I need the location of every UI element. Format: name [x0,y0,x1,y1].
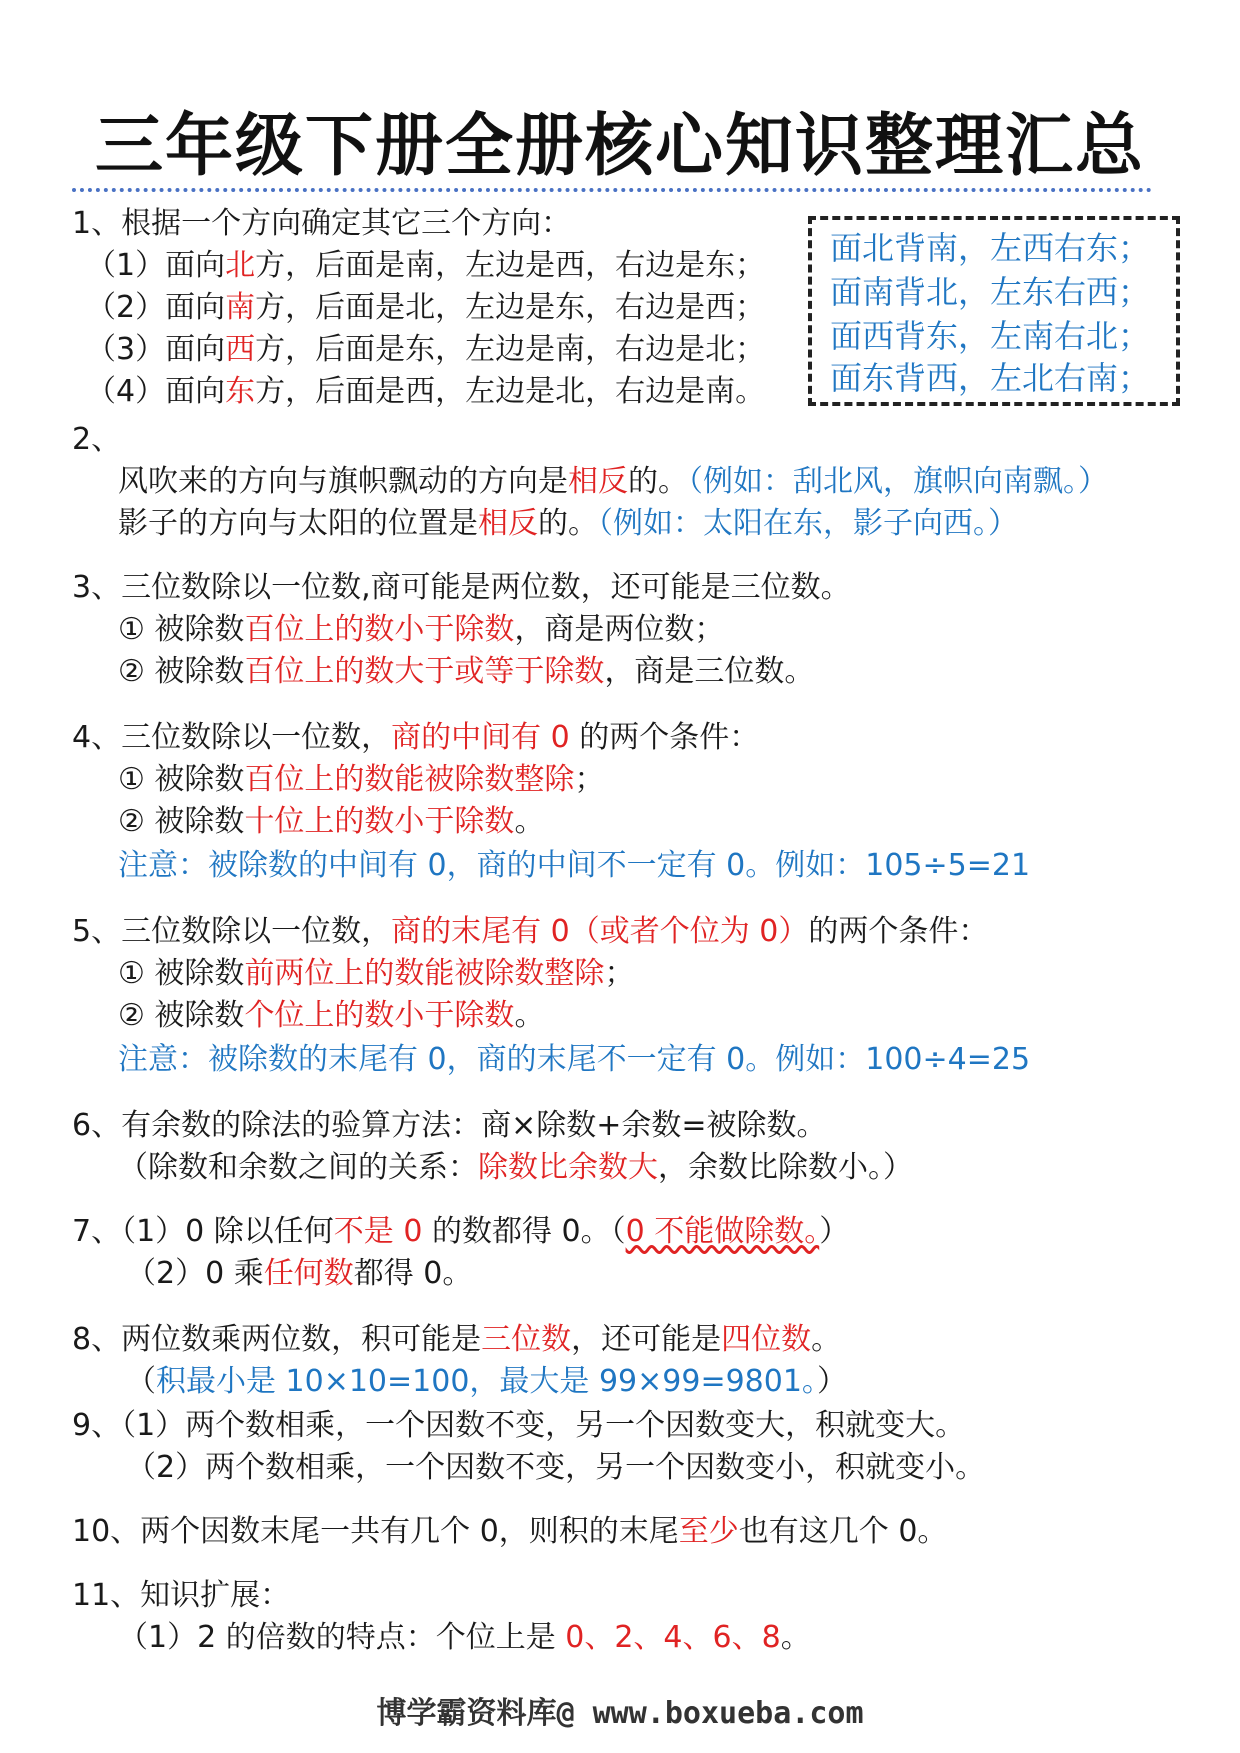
sec10-line: 10、两个因数末尾一共有几个 0，则积的末尾至少也有这几个 0。 [72,1514,948,1549]
sec2-heading: 2、 [72,422,122,457]
sec9-line-2: （2）两个数相乘，一个因数不变，另一个因数变小，积就变小。 [126,1450,986,1485]
sec4-note: 注意：被除数的中间有 0，商的中间不一定有 0。例如：105÷5=21 [118,848,1031,883]
sec3-line-1: ① 被除数百位上的数小于除数，商是两位数； [118,612,725,647]
sec6-heading: 6、有余数的除法的验算方法：商×除数+余数=被除数。 [72,1108,827,1143]
mnemonic-line-2: 面南背北，左东右西； [830,273,1151,311]
mnemonic-line-4: 面东背西，左北右南； [830,359,1151,397]
sec1-heading: 1、根据一个方向确定其它三个方向： [72,206,572,241]
sec4-heading: 4、三位数除以一位数，商的中间有 0 的两个条件： [72,720,760,755]
sec7-line-2: （2）0 乘任何数都得 0。 [126,1256,473,1291]
sec1-row-1: （1）面向北方，后面是南，左边是西，右边是东； [86,248,766,283]
sec11-heading: 11、知识扩展： [72,1578,291,1613]
mnemonic-line-1: 面北背南，左西右东； [830,229,1151,267]
sec2-line-1: 风吹来的方向与旗帜飘动的方向是相反的。（例如：刮北风，旗帜向南飘。） [118,464,1108,499]
sec5-heading: 5、三位数除以一位数，商的末尾有 0（或者个位为 0）的两个条件： [72,914,989,949]
title-divider [72,188,1152,192]
sec9-line-1: 9、（1）两个数相乘，一个因数不变，另一个因数变大，积就变大。 [72,1408,966,1443]
sec1-row-3: （3）面向西方，后面是东，左边是南，右边是北； [86,332,766,367]
sec4-line-2: ② 被除数十位上的数小于除数。 [118,804,545,839]
direction-mnemonic-box [808,216,1180,406]
sec11-line-1: （1）2 的倍数的特点：个位上是 0、2、4、6、8。 [118,1620,811,1655]
page-title: 三年级下册全册核心知识整理汇总 [94,107,1145,186]
sec1-row-4: （4）面向东方，后面是西，左边是北，右边是南。 [86,374,766,409]
sec1-row-2: （2）面向南方，后面是北，左边是东，右边是西； [86,290,766,325]
sec5-line-1: ① 被除数前两位上的数能被除数整除； [118,956,635,991]
sec8-line-1: 8、两位数乘两位数，积可能是三位数，还可能是四位数。 [72,1322,842,1357]
watermark: 博学霸资料库@ www.boxueba.com [376,1696,864,1731]
mnemonic-line-3: 面西背东，左南右北； [830,317,1151,355]
sec3-line-2: ② 被除数百位上的数大于或等于除数，商是三位数。 [118,654,815,689]
sec2-line-2: 影子的方向与太阳的位置是相反的。（例如：太阳在东，影子向西。） [118,506,1018,541]
sec5-line-2: ② 被除数个位上的数小于除数。 [118,998,545,1033]
sec5-note: 注意：被除数的末尾有 0，商的末尾不一定有 0。例如：100÷4=25 [118,1042,1031,1077]
sec3-heading: 3、三位数除以一位数,商可能是两位数，还可能是三位数。 [72,570,851,605]
sec8-line-2: （积最小是 10×10=100，最大是 99×99=9801。） [126,1364,847,1399]
sec7-line-1: 7、（1）0 除以任何不是 0 的数都得 0。（0 不能做除数。） [72,1214,850,1249]
sec6-line-1: （除数和余数之间的关系：除数比余数大，余数比除数小。） [118,1150,913,1185]
sec4-line-1: ① 被除数百位上的数能被除数整除； [118,762,605,797]
